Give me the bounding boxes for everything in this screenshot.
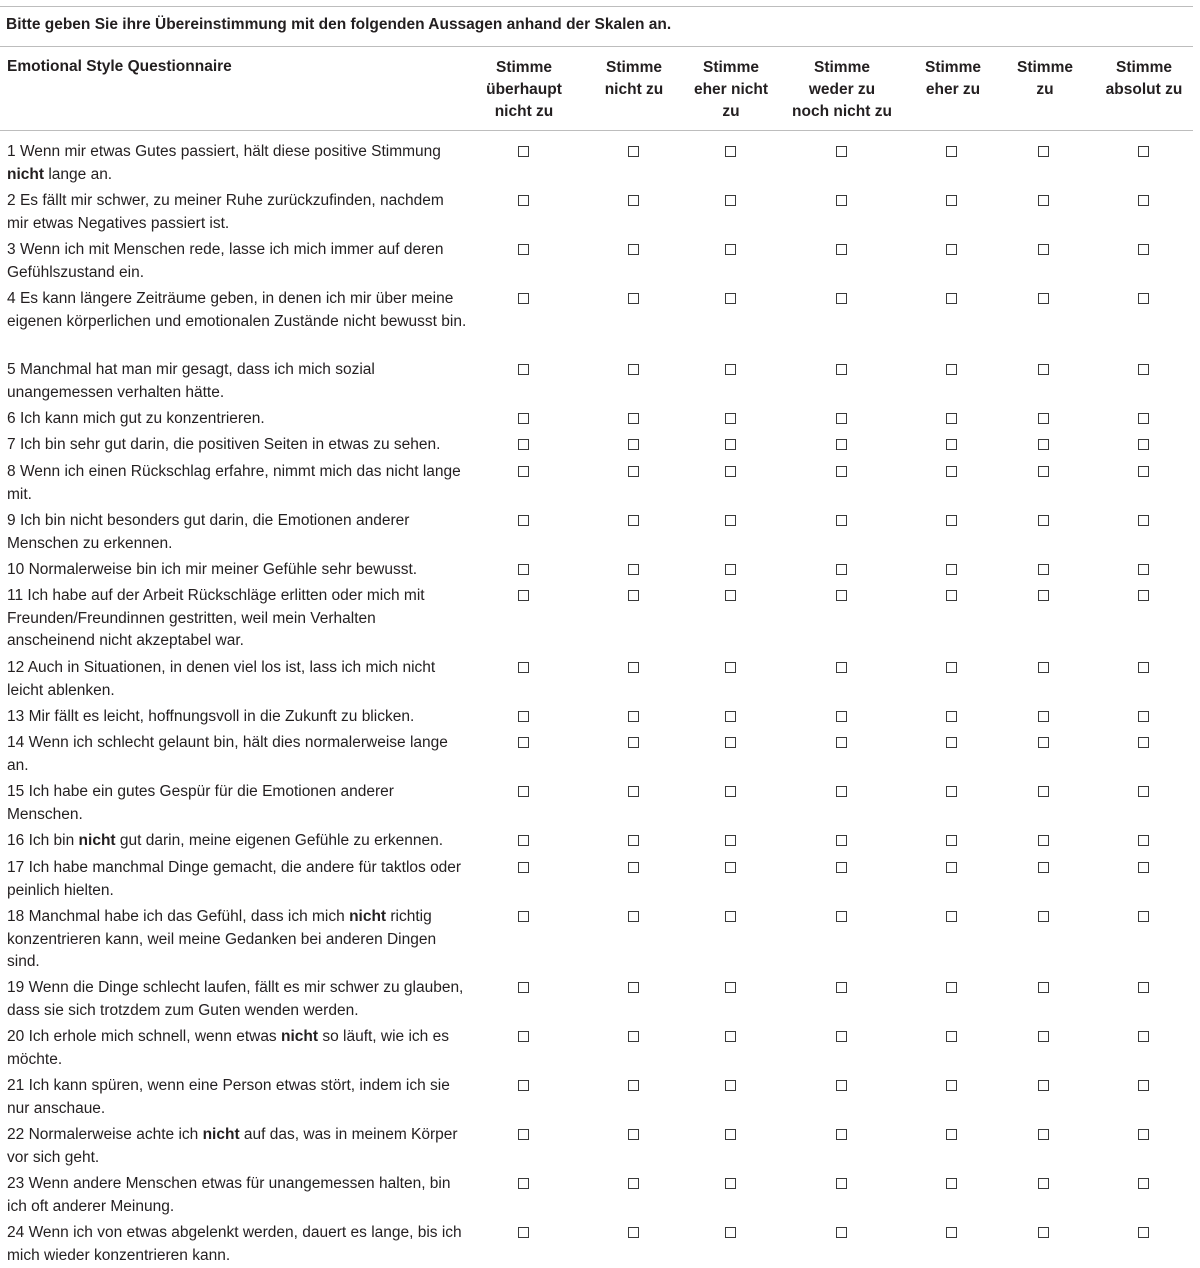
question-text-segment: Ich habe ein gutes Gespür für die Emotionen anderer Menschen. bbox=[7, 783, 394, 823]
question-text bbox=[7, 190, 467, 235]
question-text bbox=[7, 706, 467, 729]
scale-checkbox-5[interactable] bbox=[946, 911, 957, 922]
scale-checkbox-2[interactable] bbox=[628, 364, 639, 375]
question-text-segment: Es fällt mir schwer, zu meiner Ruhe zurückzufinden, nachdem mir etwas Negatives passiert ist. bbox=[7, 192, 444, 232]
question-text bbox=[7, 906, 467, 974]
question-text-segment: Manchmal hat man mir gesagt, dass ich mich sozial unangemessen verhalten hätte. bbox=[7, 361, 375, 401]
scale-checkbox-6[interactable] bbox=[1038, 466, 1049, 477]
scale-checkbox-5[interactable] bbox=[946, 862, 957, 873]
question-number: 23 bbox=[7, 1175, 25, 1192]
question-text-segment: Wenn ich mit Menschen rede, lasse ich mich immer auf deren Gefühlszustand ein. bbox=[7, 241, 444, 281]
emphasis-word: nicht bbox=[202, 1126, 240, 1143]
scale-checkbox-6[interactable] bbox=[1038, 1178, 1049, 1189]
scale-checkbox-2[interactable] bbox=[628, 911, 639, 922]
question-text bbox=[7, 1124, 467, 1169]
scale-checkbox-1[interactable] bbox=[518, 1080, 529, 1091]
question-text-segment: Ich bin nicht besonders gut darin, die Emotionen anderer Menschen zu erkennen. bbox=[7, 512, 410, 552]
scale-checkbox-2[interactable] bbox=[628, 293, 639, 304]
question-number: 8 bbox=[7, 463, 16, 480]
question-number: 18 bbox=[7, 908, 25, 925]
scale-checkbox-5[interactable] bbox=[946, 195, 957, 206]
question-text bbox=[7, 288, 467, 333]
scale-checkbox-3[interactable] bbox=[725, 1080, 736, 1091]
scale-checkbox-4[interactable] bbox=[836, 466, 847, 477]
scale-checkbox-6[interactable] bbox=[1038, 439, 1049, 450]
scale-checkbox-5[interactable] bbox=[946, 146, 957, 157]
scale-checkbox-3[interactable] bbox=[725, 564, 736, 575]
scale-checkbox-7[interactable] bbox=[1138, 244, 1149, 255]
question-text-segment: Wenn ich von etwas abgelenkt werden, dauert es lange, bis ich mich wieder konzentrieren kann. bbox=[7, 1224, 462, 1264]
scale-checkbox-4[interactable] bbox=[836, 911, 847, 922]
scale-checkbox-2[interactable] bbox=[628, 982, 639, 993]
scale-checkbox-2[interactable] bbox=[628, 413, 639, 424]
scale-checkbox-6[interactable] bbox=[1038, 364, 1049, 375]
scale-checkbox-7[interactable] bbox=[1138, 786, 1149, 797]
scale-checkbox-4[interactable] bbox=[836, 1129, 847, 1140]
question-text-segment: Ich habe auf der Arbeit Rückschläge erlitten oder mich mit Freunden/Freundinnen gestritten, weil mein Verhalten anscheinend nicht akzeptabel war. bbox=[7, 587, 425, 649]
scale-checkbox-4[interactable] bbox=[836, 439, 847, 450]
scale-checkbox-6[interactable] bbox=[1038, 1080, 1049, 1091]
scale-checkbox-5[interactable] bbox=[946, 466, 957, 477]
instruction-rule bbox=[0, 46, 1193, 47]
question-text-segment: Manchmal habe ich das Gefühl, dass ich mich bbox=[28, 908, 350, 925]
question-number: 10 bbox=[7, 561, 25, 578]
scale-checkbox-2[interactable] bbox=[628, 1031, 639, 1042]
scale-checkbox-4[interactable] bbox=[836, 195, 847, 206]
scale-checkbox-4[interactable] bbox=[836, 786, 847, 797]
scale-checkbox-6[interactable] bbox=[1038, 862, 1049, 873]
question-text bbox=[7, 1173, 467, 1218]
scale-checkbox-7[interactable] bbox=[1138, 737, 1149, 748]
question-text-segment: Wenn ich schlecht gelaunt bin, hält dies normalerweise lange an. bbox=[7, 734, 448, 774]
question-number: 17 bbox=[7, 859, 25, 876]
scale-checkbox-4[interactable] bbox=[836, 862, 847, 873]
scale-checkbox-3[interactable] bbox=[725, 413, 736, 424]
scale-checkbox-6[interactable] bbox=[1038, 1031, 1049, 1042]
scale-checkbox-2[interactable] bbox=[628, 786, 639, 797]
scale-checkbox-6[interactable] bbox=[1038, 835, 1049, 846]
scale-checkbox-1[interactable] bbox=[518, 1129, 529, 1140]
scale-checkbox-7[interactable] bbox=[1138, 413, 1149, 424]
scale-checkbox-5[interactable] bbox=[946, 835, 957, 846]
question-text bbox=[7, 239, 467, 284]
scale-checkbox-4[interactable] bbox=[836, 564, 847, 575]
question-text bbox=[7, 461, 467, 506]
question-number: 24 bbox=[7, 1224, 25, 1241]
scale-checkbox-1[interactable] bbox=[518, 1031, 529, 1042]
question-text-segment: Ich habe manchmal Dinge gemacht, die andere für taktlos oder peinlich hielten. bbox=[7, 859, 462, 899]
scale-header-4: Stimme weder zu noch nicht zu bbox=[792, 59, 892, 120]
scale-checkbox-6[interactable] bbox=[1038, 911, 1049, 922]
question-text-segment: Normalerweise bin ich mir meiner Gefühle sehr bewusst. bbox=[28, 561, 418, 578]
scale-checkbox-4[interactable] bbox=[836, 364, 847, 375]
scale-checkbox-4[interactable] bbox=[836, 590, 847, 601]
scale-checkbox-2[interactable] bbox=[628, 590, 639, 601]
scale-checkbox-4[interactable] bbox=[836, 1080, 847, 1091]
scale-header-2: Stimme nicht zu bbox=[604, 59, 664, 98]
question-text-segment: Es kann längere Zeiträume geben, in denen ich mir über meine eigenen körperlichen und emotionalen Zustände nicht bewusst bin. bbox=[7, 290, 467, 330]
question-number: 2 bbox=[7, 192, 16, 209]
scale-checkbox-3[interactable] bbox=[725, 293, 736, 304]
question-text bbox=[7, 1075, 467, 1120]
scale-checkbox-3[interactable] bbox=[725, 590, 736, 601]
scale-checkbox-6[interactable] bbox=[1038, 590, 1049, 601]
question-number: 6 bbox=[7, 410, 16, 427]
scale-checkbox-5[interactable] bbox=[946, 293, 957, 304]
scale-checkbox-3[interactable] bbox=[725, 786, 736, 797]
scale-checkbox-3[interactable] bbox=[725, 1178, 736, 1189]
question-number: 9 bbox=[7, 512, 16, 529]
question-text-segment: gut darin, meine eigenen Gefühle zu erkennen. bbox=[115, 832, 444, 849]
scale-checkbox-5[interactable] bbox=[946, 1031, 957, 1042]
scale-checkbox-7[interactable] bbox=[1138, 1178, 1149, 1189]
scale-checkbox-1[interactable] bbox=[518, 982, 529, 993]
scale-checkbox-3[interactable] bbox=[725, 439, 736, 450]
scale-checkbox-5[interactable] bbox=[946, 413, 957, 424]
question-text-segment: so läuft, wie ich es möchte. bbox=[7, 1028, 449, 1068]
scale-checkbox-7[interactable] bbox=[1138, 1031, 1149, 1042]
question-text bbox=[7, 977, 467, 1022]
scale-checkbox-7[interactable] bbox=[1138, 1080, 1149, 1091]
scale-checkbox-6[interactable] bbox=[1038, 195, 1049, 206]
scale-checkbox-3[interactable] bbox=[725, 711, 736, 722]
scale-checkbox-7[interactable] bbox=[1138, 1227, 1149, 1238]
question-text-segment: Wenn ich einen Rückschlag erfahre, nimmt mich das nicht lange mit. bbox=[7, 463, 461, 503]
scale-checkbox-4[interactable] bbox=[836, 737, 847, 748]
scale-checkbox-4[interactable] bbox=[836, 1227, 847, 1238]
question-number: 15 bbox=[7, 783, 25, 800]
scale-checkbox-4[interactable] bbox=[836, 662, 847, 673]
question-number: 22 bbox=[7, 1126, 25, 1143]
scale-checkbox-1[interactable] bbox=[518, 515, 529, 526]
scale-checkbox-5[interactable] bbox=[946, 439, 957, 450]
scale-checkbox-3[interactable] bbox=[725, 1129, 736, 1140]
scale-checkbox-3[interactable] bbox=[725, 1227, 736, 1238]
question-text bbox=[7, 510, 467, 555]
scale-checkbox-7[interactable] bbox=[1138, 590, 1149, 601]
question-number: 16 bbox=[7, 832, 25, 849]
question-number: 11 bbox=[7, 587, 24, 604]
scale-checkbox-7[interactable] bbox=[1138, 662, 1149, 673]
scale-checkbox-1[interactable] bbox=[518, 146, 529, 157]
question-text bbox=[7, 408, 467, 431]
scale-checkbox-1[interactable] bbox=[518, 466, 529, 477]
scale-checkbox-4[interactable] bbox=[836, 711, 847, 722]
scale-checkbox-7[interactable] bbox=[1138, 564, 1149, 575]
question-text bbox=[7, 585, 467, 653]
scale-checkbox-5[interactable] bbox=[946, 364, 957, 375]
scale-checkbox-4[interactable] bbox=[836, 293, 847, 304]
scale-checkbox-1[interactable] bbox=[518, 413, 529, 424]
scale-checkbox-7[interactable] bbox=[1138, 439, 1149, 450]
scale-header-5: Stimme eher zu bbox=[925, 59, 981, 98]
scale-checkbox-6[interactable] bbox=[1038, 711, 1049, 722]
scale-checkbox-2[interactable] bbox=[628, 439, 639, 450]
scale-checkbox-4[interactable] bbox=[836, 413, 847, 424]
question-number: 20 bbox=[7, 1028, 25, 1045]
emphasis-word: nicht bbox=[281, 1028, 319, 1045]
scale-checkbox-2[interactable] bbox=[628, 737, 639, 748]
scale-checkbox-5[interactable] bbox=[946, 1178, 957, 1189]
scale-checkbox-6[interactable] bbox=[1038, 244, 1049, 255]
scale-header-6: Stimme zu bbox=[1017, 59, 1073, 98]
scale-checkbox-7[interactable] bbox=[1138, 466, 1149, 477]
scale-checkbox-3[interactable] bbox=[725, 835, 736, 846]
question-number: 19 bbox=[7, 979, 25, 996]
scale-checkbox-4[interactable] bbox=[836, 1031, 847, 1042]
scale-checkbox-4[interactable] bbox=[836, 146, 847, 157]
scale-checkbox-5[interactable] bbox=[946, 564, 957, 575]
question-number: 1 bbox=[7, 143, 16, 160]
scale-checkbox-5[interactable] bbox=[946, 662, 957, 673]
question-number: 4 bbox=[7, 290, 16, 307]
question-text bbox=[7, 1222, 467, 1267]
scale-checkbox-2[interactable] bbox=[628, 662, 639, 673]
scale-checkbox-1[interactable] bbox=[518, 835, 529, 846]
scale-checkbox-2[interactable] bbox=[628, 564, 639, 575]
scale-checkbox-1[interactable] bbox=[518, 364, 529, 375]
scale-checkbox-1[interactable] bbox=[518, 786, 529, 797]
scale-checkbox-1[interactable] bbox=[518, 590, 529, 601]
emphasis-word: nicht bbox=[349, 908, 387, 925]
question-text-segment: Ich bin bbox=[28, 832, 79, 849]
scale-checkbox-1[interactable] bbox=[518, 195, 529, 206]
scale-checkbox-3[interactable] bbox=[725, 146, 736, 157]
scale-checkbox-6[interactable] bbox=[1038, 662, 1049, 673]
question-text-segment: Ich erhole mich schnell, wenn etwas bbox=[28, 1028, 281, 1045]
question-text-segment: Wenn mir etwas Gutes passiert, hält diese positive Stimmung bbox=[19, 143, 441, 160]
question-text bbox=[7, 781, 467, 826]
question-text bbox=[7, 559, 467, 582]
scale-checkbox-1[interactable] bbox=[518, 862, 529, 873]
scale-checkbox-6[interactable] bbox=[1038, 1129, 1049, 1140]
scale-checkbox-7[interactable] bbox=[1138, 293, 1149, 304]
scale-checkbox-2[interactable] bbox=[628, 1129, 639, 1140]
question-number: 13 bbox=[7, 708, 25, 725]
scale-checkbox-6[interactable] bbox=[1038, 737, 1049, 748]
scale-checkbox-4[interactable] bbox=[836, 244, 847, 255]
question-text bbox=[7, 830, 467, 853]
scale-checkbox-7[interactable] bbox=[1138, 982, 1149, 993]
scale-checkbox-7[interactable] bbox=[1138, 364, 1149, 375]
question-text-segment: Mir fällt es leicht, hoffnungsvoll in die Zukunft zu blicken. bbox=[28, 708, 415, 725]
scale-checkbox-7[interactable] bbox=[1138, 911, 1149, 922]
question-text-segment: Ich kann spüren, wenn eine Person etwas stört, indem ich sie nur anschaue. bbox=[7, 1077, 450, 1117]
question-text-segment: Ich kann mich gut zu konzentrieren. bbox=[19, 410, 265, 427]
question-text-segment: Auch in Situationen, in denen viel los ist, lass ich mich nicht leicht ablenken. bbox=[7, 659, 436, 699]
scale-checkbox-7[interactable] bbox=[1138, 1129, 1149, 1140]
scale-checkbox-1[interactable] bbox=[518, 1227, 529, 1238]
scale-checkbox-3[interactable] bbox=[725, 364, 736, 375]
scale-checkbox-2[interactable] bbox=[628, 466, 639, 477]
scale-checkbox-5[interactable] bbox=[946, 590, 957, 601]
scale-checkbox-4[interactable] bbox=[836, 515, 847, 526]
scale-checkbox-4[interactable] bbox=[836, 835, 847, 846]
scale-checkbox-7[interactable] bbox=[1138, 711, 1149, 722]
scale-checkbox-5[interactable] bbox=[946, 982, 957, 993]
scale-checkbox-5[interactable] bbox=[946, 244, 957, 255]
scale-checkbox-3[interactable] bbox=[725, 862, 736, 873]
scale-checkbox-5[interactable] bbox=[946, 1227, 957, 1238]
scale-checkbox-5[interactable] bbox=[946, 711, 957, 722]
scale-checkbox-1[interactable] bbox=[518, 564, 529, 575]
scale-checkbox-6[interactable] bbox=[1038, 1227, 1049, 1238]
scale-checkbox-1[interactable] bbox=[518, 911, 529, 922]
top-rule bbox=[0, 6, 1193, 7]
question-text-segment: Wenn die Dinge schlecht laufen, fällt es mir schwer zu glauben, dass sie sich trotzdem zum Guten wenden werden. bbox=[7, 979, 464, 1019]
question-text bbox=[7, 857, 467, 902]
question-text-segment: Wenn andere Menschen etwas für unangemessen halten, bin ich oft anderer Meinung. bbox=[7, 1175, 451, 1215]
header-rule bbox=[0, 130, 1193, 131]
scale-checkbox-7[interactable] bbox=[1138, 515, 1149, 526]
scale-checkbox-5[interactable] bbox=[946, 737, 957, 748]
scale-checkbox-5[interactable] bbox=[946, 786, 957, 797]
scale-checkbox-5[interactable] bbox=[946, 1080, 957, 1091]
scale-checkbox-3[interactable] bbox=[725, 244, 736, 255]
scale-checkbox-1[interactable] bbox=[518, 244, 529, 255]
question-text bbox=[7, 1026, 467, 1071]
scale-checkbox-1[interactable] bbox=[518, 439, 529, 450]
scale-header-1: Stimme überhaupt nicht zu bbox=[486, 59, 562, 120]
scale-checkbox-3[interactable] bbox=[725, 982, 736, 993]
scale-checkbox-7[interactable] bbox=[1138, 835, 1149, 846]
scale-checkbox-2[interactable] bbox=[628, 1080, 639, 1091]
scale-header-7: Stimme absolut zu bbox=[1105, 59, 1183, 98]
scale-checkbox-2[interactable] bbox=[628, 862, 639, 873]
scale-checkbox-1[interactable] bbox=[518, 737, 529, 748]
question-number: 12 bbox=[7, 659, 25, 676]
scale-checkbox-1[interactable] bbox=[518, 711, 529, 722]
scale-checkbox-3[interactable] bbox=[725, 195, 736, 206]
scale-checkbox-6[interactable] bbox=[1038, 982, 1049, 993]
question-text bbox=[7, 732, 467, 777]
scale-checkbox-5[interactable] bbox=[946, 1129, 957, 1140]
scale-checkbox-2[interactable] bbox=[628, 711, 639, 722]
question-text-segment: richtig konzentrieren kann, weil meine Gedanken bei anderen Dingen sind. bbox=[7, 908, 437, 970]
question-text-segment: auf das, was in meinem Körper vor sich geht. bbox=[7, 1126, 458, 1166]
scale-checkbox-5[interactable] bbox=[946, 515, 957, 526]
emphasis-word: nicht bbox=[7, 165, 45, 183]
scale-checkbox-2[interactable] bbox=[628, 195, 639, 206]
scale-checkbox-6[interactable] bbox=[1038, 293, 1049, 304]
scale-checkbox-6[interactable] bbox=[1038, 413, 1049, 424]
scale-checkbox-2[interactable] bbox=[628, 515, 639, 526]
scale-checkbox-1[interactable] bbox=[518, 1178, 529, 1189]
question-text bbox=[7, 657, 467, 702]
question-text-segment: Ich bin sehr gut darin, die positiven Seiten in etwas zu sehen. bbox=[19, 436, 441, 453]
scale-checkbox-7[interactable] bbox=[1138, 195, 1149, 206]
question-text-segment: lange an. bbox=[44, 165, 113, 183]
scale-checkbox-6[interactable] bbox=[1038, 146, 1049, 157]
question-text bbox=[7, 141, 467, 186]
scale-checkbox-3[interactable] bbox=[725, 737, 736, 748]
scale-checkbox-1[interactable] bbox=[518, 662, 529, 673]
question-number: 3 bbox=[7, 241, 16, 258]
scale-checkbox-4[interactable] bbox=[836, 1178, 847, 1189]
scale-checkbox-2[interactable] bbox=[628, 1227, 639, 1238]
scale-checkbox-7[interactable] bbox=[1138, 146, 1149, 157]
question-number: 14 bbox=[7, 734, 25, 751]
scale-checkbox-2[interactable] bbox=[628, 244, 639, 255]
scale-checkbox-3[interactable] bbox=[725, 466, 736, 477]
scale-checkbox-3[interactable] bbox=[725, 1031, 736, 1042]
scale-checkbox-4[interactable] bbox=[836, 982, 847, 993]
scale-checkbox-2[interactable] bbox=[628, 835, 639, 846]
scale-checkbox-1[interactable] bbox=[518, 293, 529, 304]
emphasis-word: nicht bbox=[78, 832, 116, 849]
instruction-text: Bitte geben Sie ihre Übereinstimmung mit den folgenden Aussagen anhand der Skalen an. bbox=[6, 16, 672, 33]
question-text-segment: Normalerweise achte ich bbox=[28, 1126, 203, 1143]
scale-checkbox-2[interactable] bbox=[628, 1178, 639, 1189]
scale-checkbox-3[interactable] bbox=[725, 515, 736, 526]
scale-header-3: Stimme eher nicht zu bbox=[693, 59, 769, 120]
questionnaire-title: Emotional Style Questionnaire bbox=[7, 58, 232, 75]
scale-checkbox-2[interactable] bbox=[628, 146, 639, 157]
question-number: 5 bbox=[7, 361, 16, 378]
scale-checkbox-6[interactable] bbox=[1038, 564, 1049, 575]
question-number: 7 bbox=[7, 436, 16, 453]
question-text bbox=[7, 359, 467, 404]
question-text bbox=[7, 434, 467, 457]
question-number: 21 bbox=[7, 1077, 25, 1094]
scale-checkbox-6[interactable] bbox=[1038, 786, 1049, 797]
scale-checkbox-3[interactable] bbox=[725, 911, 736, 922]
scale-checkbox-6[interactable] bbox=[1038, 515, 1049, 526]
scale-checkbox-3[interactable] bbox=[725, 662, 736, 673]
scale-checkbox-7[interactable] bbox=[1138, 862, 1149, 873]
